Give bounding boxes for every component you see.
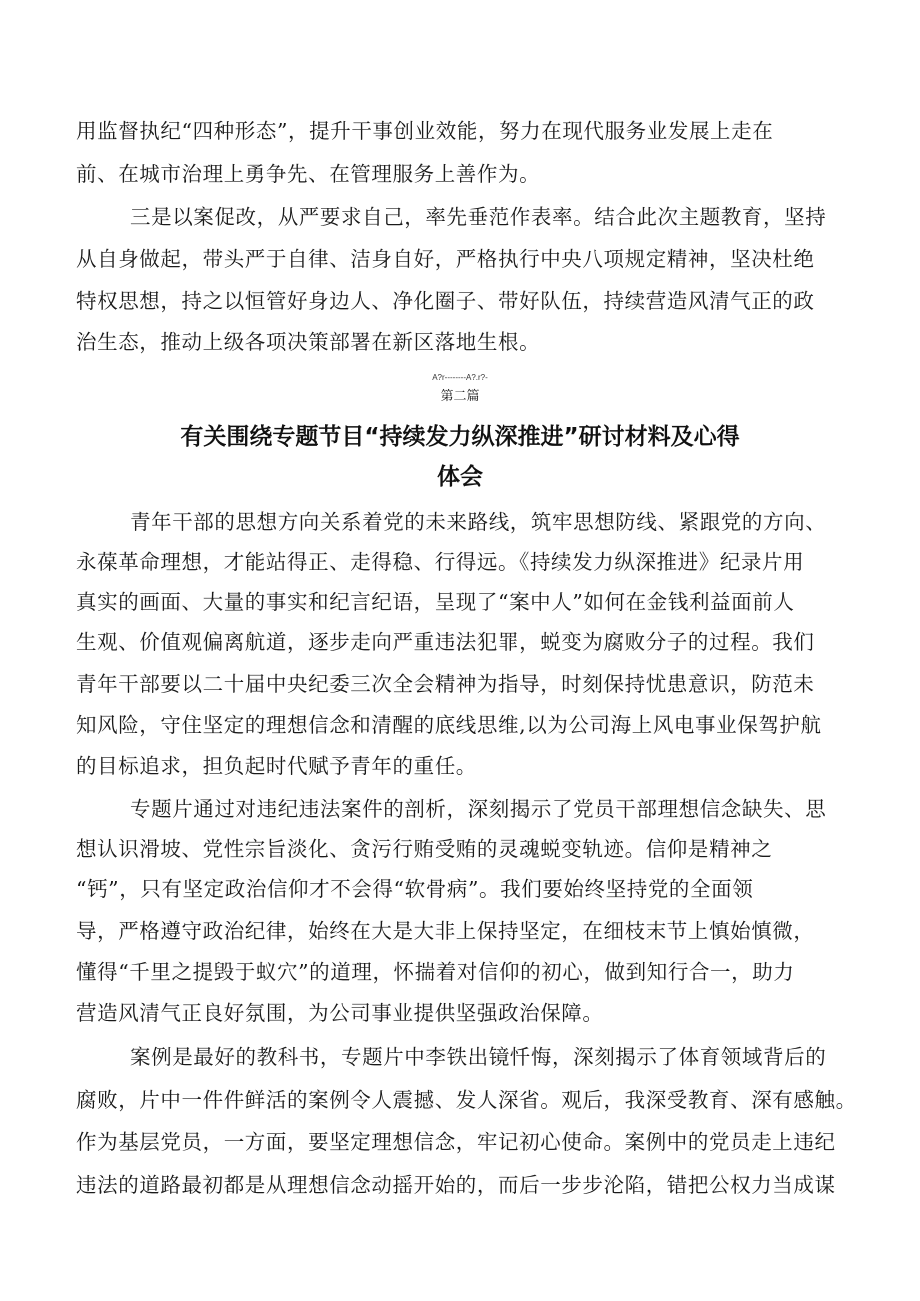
paragraph-line: 青年干部的思想方向关系着党的未来路线，筑牢思想防线、紧跟党的方向、 <box>130 510 827 534</box>
paragraph-line: 生观、价值观偏离航道，逐步走向严重违法犯罪，蜕变为腐败分子的过程。我们 <box>76 630 815 654</box>
paragraph-line: 治生态，推动上级各项决策部署在新区落地生根。 <box>76 330 541 354</box>
paragraph-line: 从自身做起，带头严于自律、洁身自好，严格执行中央八项规定精神，坚决杜绝 <box>76 247 815 271</box>
paragraph-line: 青年干部要以二十届中央纪委三次全会精神为指导，时刻保持忧患意识，防范未 <box>76 672 815 696</box>
paragraph-line: 三是以案促改，从严要求自己，率先垂范作表率。结合此次主题教育，坚持 <box>130 205 827 229</box>
paragraph-line: 腐败，片中一件件鲜活的案例令人震撼、发人深省。观后，我深受教育、深有感触。 <box>76 1088 857 1112</box>
article-title-line-1: 有关围绕专题节目“持续发力纵深推进”研讨材料及心得 <box>180 424 740 450</box>
paragraph-line: 特权思想，持之以恒管好身边人、净化圈子、带好队伍，持续营造风清气正的政 <box>76 289 815 313</box>
paragraph-line: 前、在城市治理上勇争先、在管理服务上善作为。 <box>76 162 541 186</box>
paragraph-line: 的目标追求，担负起时代赋予青年的重任。 <box>76 754 477 778</box>
paragraph-line: 知风险，守住坚定的理想信念和清醒的底线思维,以为公司海上风电事业保驾护航 <box>76 713 822 737</box>
paragraph-line: 真实的画面、大量的事实和纪言纪语，呈现了“案中人”如何在金钱利益面前人 <box>76 590 795 614</box>
paragraph-line: “钙”，只有坚定政治信仰才不会得“软骨病”。我们要始终坚持党的全面领 <box>76 877 754 901</box>
article-title-line-2: 体会 <box>437 464 483 490</box>
paragraph-line: 违法的道路最初都是从理想信念动摇开始的，而后一步步沦陷，错把公权力当成谋 <box>76 1173 836 1197</box>
section-divider-ornament: A?r--------A?.r?- <box>432 373 488 382</box>
paragraph-line: 懂得“千里之提毁于蚁穴”的道理，怀揣着对信仰的初心，做到知行合一，助力 <box>76 960 795 984</box>
paragraph-line: 用监督执纪“四种形态”，提升干事创业效能，努力在现代服务业发展上走在 <box>76 119 774 143</box>
paragraph-line: 想认识滑坡、党性宗旨淡化、贪污行贿受贿的灵魂蜕变轨迹。信仰是精神之 <box>76 837 773 861</box>
paragraph-line: 永葆革命理想，才能站得正、走得稳、行得远。《持续发力纵深推进》纪录片用 <box>76 550 805 574</box>
paragraph-line: 导，严格遵守政治纪律，始终在大是大非上保持坚定，在细枝末节上慎始慎微， <box>76 919 815 943</box>
paragraph-line: 案例是最好的教科书，专题片中李铁出镜忏悔，深刻揭示了体育领域背后的 <box>130 1045 827 1069</box>
paragraph-line: 专题片通过对违纪违法案件的剖析，深刻揭示了党员干部理想信念缺失、思 <box>130 797 827 821</box>
section-label: 第二篇 <box>440 389 480 404</box>
paragraph-line: 作为基层党员，一方面，要坚定理想信念，牢记初心使命。案例中的党员走上违纪 <box>76 1130 836 1154</box>
paragraph-line: 营造风清气正良好氛围，为公司事业提供坚强政治保障。 <box>76 1001 604 1025</box>
